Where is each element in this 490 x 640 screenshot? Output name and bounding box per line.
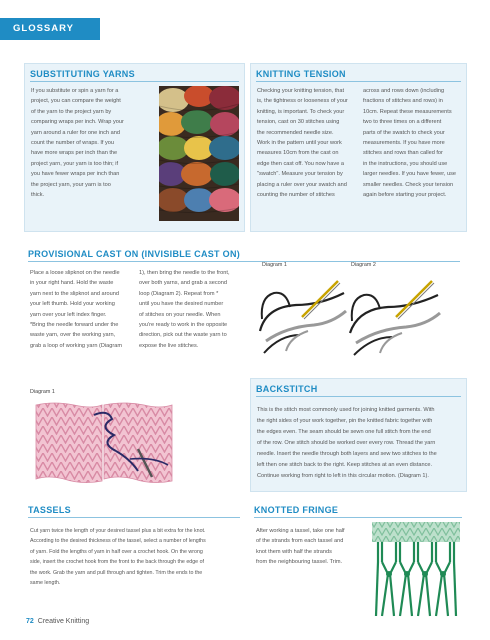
text-line: "swatch". Measure your tension by [257, 171, 343, 178]
cast-on-diagram-2 [346, 271, 446, 359]
text-line: edge then cast off. You now have a [257, 160, 344, 167]
text-line: larger needles. If you have fewer, use [363, 171, 456, 178]
knotted-fringe-text [256, 526, 366, 568]
text-line: Checking your knitting tension, that [257, 88, 345, 94]
text-line: smaller needles. Check your tension [363, 181, 454, 188]
text-line: side, insert the crochet hook from the front to the back through the edge of [30, 559, 205, 566]
page-footer [26, 618, 89, 625]
text-line: you're ready to work in the opposite [139, 322, 228, 329]
text-line: count the number of wraps. If you [31, 140, 115, 147]
text-line: of stitches on your needle. When [139, 311, 221, 318]
diagram-1-label: Diagram 1 [262, 262, 287, 268]
backstitch-diagram-label: Diagram 1 [30, 389, 55, 395]
text-line: *Bring the needle forward under the [30, 322, 119, 329]
text-line: fractions of stitches and rows) in [363, 98, 443, 105]
knitting-tension-col1 [257, 86, 360, 200]
text-line: the work. Grab the yarn and pull through and tighten. Trim the ends to the [30, 569, 203, 576]
text-line: the edges even. The seam should be sewn one full stitch from the end [257, 429, 431, 435]
text-line: of the row. One stitch should be worked over every row. Thread the yarn [257, 440, 436, 446]
text-line: same length. [30, 580, 61, 587]
backstitch-panel [250, 378, 467, 492]
text-line: yarn over your left index finger. [30, 311, 107, 318]
text-line: parts of the swatch to check your [363, 129, 445, 136]
text-line: expose the live stitches. [139, 342, 199, 349]
text-line: over both yarns, and grab a second [139, 280, 228, 287]
text-line: needle. Insert the needle through both layers and sew two stitches to the [257, 451, 437, 457]
section-title: KNITTING TENSION [256, 68, 461, 82]
text-line: After working a tassel, take one half [256, 528, 345, 534]
section-title: BACKSTITCH [256, 383, 461, 397]
text-line: knot them with half the strands [256, 548, 332, 555]
provisional-cast-on-col2 [139, 268, 247, 351]
text-line: knitting, is important. To check your [257, 108, 345, 115]
text-line: of the strands from each tassel and [256, 538, 344, 545]
text-line: measurements. If you have more [363, 140, 445, 147]
text-line: the recommended needle size. [257, 129, 334, 136]
text-line: Place a loose slipknot on the needle [30, 270, 120, 276]
text-line: measures 10cm from the cast on [257, 150, 339, 157]
text-line: your left thumb. Hold your working [30, 301, 115, 308]
text-line: loop (Diagram 2). Repeat from * [139, 290, 219, 297]
text-line: waste yarn, over the working yarn, [30, 332, 116, 339]
text-line: two to three times on a different [363, 119, 442, 126]
text-line: tension, cast on 30 stitches using [257, 119, 340, 126]
text-line: across and rows down (including [363, 88, 445, 94]
text-line: counting the number of stitches [257, 192, 335, 199]
provisional-cast-on-col1 [30, 268, 138, 351]
knitting-tension-panel [250, 63, 467, 232]
page-title: GLOSSARY [13, 23, 74, 34]
page-number: 72 [26, 618, 34, 625]
text-line: grab a loop of working yarn (Diagram [30, 342, 123, 349]
substituting-yarns-panel [24, 63, 245, 232]
text-line: stitches and rows than called for [363, 150, 443, 157]
text-line: is, the tightness or looseness of your [257, 98, 348, 105]
text-line: According to the desired thickness of the tassel, select a number of lengths [30, 538, 206, 545]
knotted-fringe-illustration [370, 520, 462, 620]
text-line: from the neighbouring tassel. Trim. [256, 559, 343, 566]
text-line: until you have the desired number [139, 301, 224, 308]
yarn-skeins-photo [159, 86, 239, 221]
text-line: project yarn, your yarn is too thin; if [31, 160, 119, 167]
text-line: have more wraps per inch than the [31, 150, 118, 157]
text-line: Continue working from right to left in this circular motion. (Diagram 1). [257, 473, 429, 479]
publication-name: Creative Knitting [37, 618, 90, 625]
text-line: you have fewer wraps per inch than [31, 171, 120, 178]
substituting-yarns-text [31, 86, 155, 200]
text-line: left then one stitch back to the right. Keep stitches at an even distance. [257, 462, 433, 468]
cast-on-diagram-1 [256, 271, 348, 359]
text-line: again before starting your project. [363, 192, 447, 199]
text-line: direction, pick out the waste yarn to [139, 332, 227, 339]
text-line: of the yarn to the project yarn by [31, 108, 112, 115]
tassels-text [30, 526, 244, 588]
section-title: PROVISIONAL CAST ON (INVISIBLE CAST ON) [28, 248, 460, 262]
section-title: SUBSTITUTING YARNS [30, 68, 239, 82]
text-line: 1), then bring the needle to the front, [139, 270, 230, 276]
text-line: If you substitute or spin a yarn for a [31, 88, 119, 94]
text-line: comparing wraps per inch. Wrap your [31, 119, 124, 126]
text-line: Cut yarn twice the length of your desired tassel plus a bit extra for the knot. [30, 528, 206, 534]
section-title: TASSELS [28, 504, 240, 518]
text-line: placing a ruler over your swatch and [257, 181, 347, 188]
text-line: 10cm. Repeat these measurements [363, 108, 452, 115]
text-line: of yarn. Fold the lengths of yarn in half over a crochet hook. On the wrong [30, 548, 203, 555]
text-line: yarn next to the slipknot and around [30, 290, 119, 297]
text-line: the project yarn, your yarn is too [31, 181, 111, 188]
backstitch-diagram [34, 399, 174, 485]
text-line: thick. [31, 192, 45, 199]
text-line: This is the stitch most commonly used for joining knitted garments. With [257, 407, 435, 413]
text-line: the right sides of your work together, pin the knitted fabric together with [257, 418, 433, 424]
text-line: Work in the pattern until your work [257, 140, 342, 147]
text-line: yarn around a ruler for one inch and [31, 129, 120, 136]
diagram-2-label: Diagram 2 [351, 262, 376, 268]
knitting-tension-col2 [363, 86, 463, 200]
text-line: in the instructions, you should use [363, 160, 448, 167]
text-line: in your right hand. Hold the waste [30, 280, 114, 287]
section-title: KNOTTED FRINGE [254, 504, 462, 518]
text-line: project, you can compare the weight [31, 98, 121, 105]
backstitch-text [257, 405, 463, 482]
